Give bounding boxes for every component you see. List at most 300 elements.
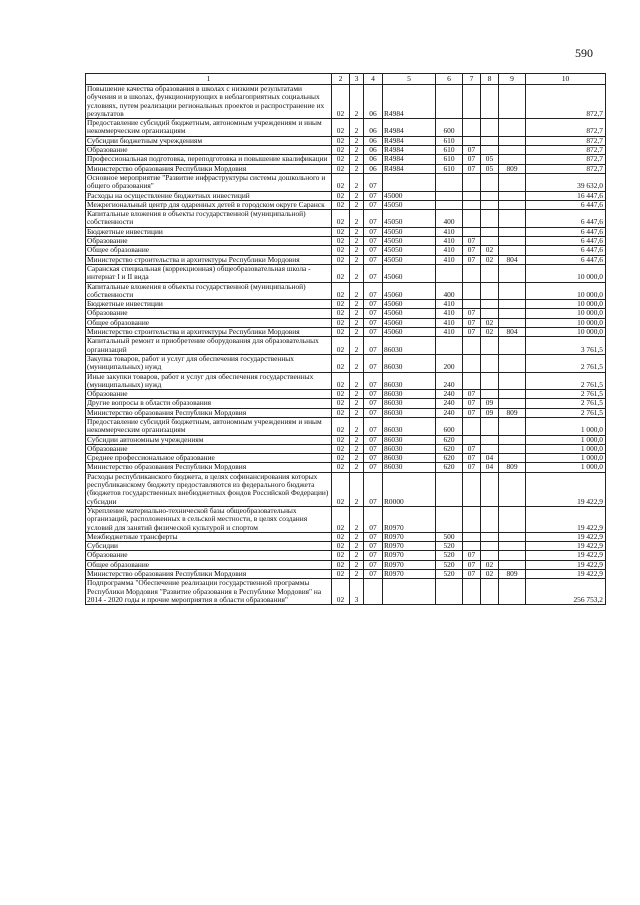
cell-subprogram: 2 [350,264,364,282]
table-row [86,237,606,246]
cell-subsection: 04 [481,463,499,472]
table-row [86,579,606,605]
cell-amount: 1 000,0 [526,454,606,463]
cell-event: 07 [364,570,383,579]
cell-subsection [481,532,499,541]
cell-name: Субсидии [86,542,332,551]
table-row [86,85,606,119]
cell-event: 07 [364,532,383,541]
cell-expense-type [436,579,463,605]
cell-name: Образование [86,444,332,453]
cell-program: 02 [332,282,350,300]
cell-expense-type: 520 [436,560,463,569]
cell-subsection [481,210,499,228]
cell-section [463,532,481,541]
cell-subprogram: 2 [350,542,364,551]
cell-section: 07 [463,551,481,560]
cell-direction: 45060 [383,328,436,337]
cell-amount: 19 422,9 [526,542,606,551]
cell-subsection [481,337,499,355]
cell-subsection: 05 [481,164,499,173]
cell-amount: 1 000,0 [526,463,606,472]
cell-amount: 10 000,0 [526,264,606,282]
cell-expense-type: 520 [436,542,463,551]
cell-section: 07 [463,560,481,569]
cell-amount: 10 000,0 [526,309,606,318]
cell-subprogram: 2 [350,435,364,444]
cell-event: 07 [364,551,383,560]
cell-ministry [499,454,526,463]
cell-ministry [499,309,526,318]
cell-section [463,136,481,145]
cell-name: Общее образование [86,318,332,327]
cell-ministry [499,372,526,390]
cell-event: 07 [364,435,383,444]
cell-ministry [499,119,526,137]
table-row [86,542,606,551]
cell-name: Образование [86,309,332,318]
column-header: 4 [364,74,383,85]
cell-name: Среднее профессиональное образование [86,454,332,463]
table-row [86,191,606,200]
cell-subprogram: 2 [350,300,364,309]
table-row [86,255,606,264]
cell-section [463,372,481,390]
cell-program: 02 [332,318,350,327]
cell-name: Министерство образования Республики Мордовия [86,164,332,173]
cell-ministry [499,173,526,191]
cell-subsection [481,354,499,372]
cell-ministry [499,399,526,408]
cell-amount: 19 422,9 [526,570,606,579]
cell-ministry [499,136,526,145]
cell-direction: 45060 [383,309,436,318]
cell-amount: 19 422,9 [526,551,606,560]
cell-program: 02 [332,390,350,399]
cell-direction: 86030 [383,399,436,408]
cell-ministry [499,506,526,532]
cell-amount: 2 761,5 [526,390,606,399]
cell-direction: R0970 [383,542,436,551]
column-header: 6 [436,74,463,85]
cell-name: Иные закупки товаров, работ и услуг для обеспечения государственных (муниципальных) нужд [86,372,332,390]
cell-subsection [481,227,499,236]
cell-event: 07 [364,506,383,532]
cell-program: 02 [332,579,350,605]
cell-expense-type: 620 [436,435,463,444]
cell-amount: 2 761,5 [526,408,606,417]
cell-name: Субсидии бюджетным учреждениям [86,136,332,145]
cell-section [463,417,481,435]
cell-program: 02 [332,191,350,200]
table-row [86,472,606,506]
cell-direction: 45050 [383,237,436,246]
table-row [86,399,606,408]
cell-subprogram: 2 [350,164,364,173]
table-row [86,264,606,282]
cell-name: Саранская специальная (коррекционная) общеобразовательная школа - интернат I и II вида [86,264,332,282]
cell-expense-type [436,191,463,200]
cell-name: Капитальные вложения в объекты государственной (муниципальной) собственности [86,210,332,228]
table-row [86,146,606,155]
cell-subprogram: 2 [350,173,364,191]
cell-subprogram: 2 [350,417,364,435]
cell-expense-type: 410 [436,227,463,236]
cell-section [463,264,481,282]
table-row [86,454,606,463]
cell-expense-type: 240 [436,408,463,417]
cell-section [463,210,481,228]
cell-section: 07 [463,146,481,155]
cell-program: 02 [332,337,350,355]
cell-subsection: 02 [481,570,499,579]
cell-subsection: 05 [481,155,499,164]
table-row [86,337,606,355]
table-header-row [86,74,606,85]
cell-amount: 6 447,6 [526,210,606,228]
cell-amount: 19 422,9 [526,472,606,506]
cell-subprogram: 2 [350,472,364,506]
cell-program: 02 [332,372,350,390]
cell-section [463,227,481,236]
cell-direction: 86030 [383,454,436,463]
cell-subsection [481,551,499,560]
cell-subsection: 02 [481,246,499,255]
cell-program: 02 [332,237,350,246]
cell-name: Капитальные вложения в объекты государственной (муниципальной) собственности [86,282,332,300]
table-row [86,210,606,228]
cell-section [463,173,481,191]
cell-direction: 86030 [383,372,436,390]
cell-subprogram: 2 [350,328,364,337]
cell-subprogram: 2 [350,454,364,463]
column-header: 1 [86,74,332,85]
cell-name: Расходы республиканского бюджета, в целях софинансирования которых республиканскому бюджету предоставляются из федерального бюджета (бюджетов государственных внебюджетных фондов Российской Федерации) субсидии [86,472,332,506]
cell-name: Предоставление субсидий бюджетным, автономным учреждениям и иным некоммерческим организациям [86,119,332,137]
cell-ministry [499,472,526,506]
cell-name: Субсидии автономным учреждениям [86,435,332,444]
cell-subprogram: 2 [350,318,364,327]
cell-subsection [481,85,499,119]
cell-name: Общее образование [86,246,332,255]
cell-event: 07 [364,318,383,327]
cell-direction: R0970 [383,551,436,560]
cell-program: 02 [332,119,350,137]
cell-expense-type: 240 [436,390,463,399]
cell-section: 07 [463,408,481,417]
cell-amount: 872,7 [526,146,606,155]
cell-subprogram: 2 [350,372,364,390]
cell-subsection [481,119,499,137]
table-row [86,246,606,255]
cell-subprogram: 3 [350,579,364,605]
cell-event: 07 [364,210,383,228]
cell-expense-type: 620 [436,454,463,463]
cell-name: Образование [86,146,332,155]
cell-subprogram: 2 [350,155,364,164]
table-row [86,119,606,137]
cell-section [463,435,481,444]
cell-section [463,354,481,372]
cell-event: 07 [364,309,383,318]
cell-direction: 45060 [383,264,436,282]
table-row [86,417,606,435]
cell-direction: R4984 [383,164,436,173]
cell-event: 06 [364,164,383,173]
cell-section: 07 [463,309,481,318]
cell-program: 02 [332,255,350,264]
cell-section: 07 [463,318,481,327]
cell-program: 02 [332,246,350,255]
cell-subprogram: 2 [350,399,364,408]
cell-name: Министерство образования Республики Мордовия [86,408,332,417]
cell-event: 06 [364,155,383,164]
cell-direction: R0970 [383,532,436,541]
table-row [86,328,606,337]
cell-subprogram: 2 [350,506,364,532]
table-row [86,155,606,164]
cell-event: 07 [364,282,383,300]
cell-program: 02 [332,164,350,173]
cell-amount: 2 761,5 [526,399,606,408]
cell-ministry [499,282,526,300]
cell-direction: 45000 [383,191,436,200]
cell-ministry [499,435,526,444]
cell-subprogram: 2 [350,444,364,453]
cell-amount: 1 000,0 [526,417,606,435]
cell-direction: 86030 [383,463,436,472]
cell-ministry [499,417,526,435]
cell-ministry: 809 [499,463,526,472]
cell-program: 02 [332,463,350,472]
cell-event: 07 [364,227,383,236]
cell-expense-type: 410 [436,328,463,337]
cell-direction: 86030 [383,444,436,453]
cell-ministry [499,146,526,155]
cell-section [463,506,481,532]
cell-expense-type: 520 [436,551,463,560]
cell-section: 07 [463,444,481,453]
cell-subsection [481,237,499,246]
cell-name: Образование [86,237,332,246]
cell-subsection [481,435,499,444]
cell-subsection: 02 [481,255,499,264]
cell-event: 07 [364,237,383,246]
cell-amount: 256 753,2 [526,579,606,605]
cell-expense-type: 410 [436,318,463,327]
cell-subsection: 04 [481,454,499,463]
table-row [86,173,606,191]
cell-amount: 3 761,5 [526,337,606,355]
cell-subprogram: 2 [350,191,364,200]
cell-direction: R4984 [383,119,436,137]
cell-ministry: 809 [499,164,526,173]
table-row [86,570,606,579]
cell-program: 02 [332,309,350,318]
cell-subsection [481,173,499,191]
cell-section [463,472,481,506]
cell-event: 06 [364,146,383,155]
cell-subprogram: 2 [350,551,364,560]
cell-event: 07 [364,444,383,453]
cell-direction: 86030 [383,354,436,372]
cell-event: 07 [364,255,383,264]
cell-name: Министерство образования Республики Мордовия [86,463,332,472]
cell-section [463,200,481,209]
table-row [86,309,606,318]
cell-event: 07 [364,354,383,372]
cell-expense-type: 600 [436,119,463,137]
cell-program: 02 [332,173,350,191]
cell-program: 02 [332,454,350,463]
table-row [86,318,606,327]
cell-event: 07 [364,472,383,506]
cell-direction: 45050 [383,246,436,255]
page-number: 590 [575,46,593,60]
cell-section [463,337,481,355]
cell-ministry [499,532,526,541]
cell-section [463,542,481,551]
cell-subsection [481,472,499,506]
cell-amount: 6 447,6 [526,255,606,264]
cell-section: 07 [463,255,481,264]
column-header: 10 [526,74,606,85]
column-header: 8 [481,74,499,85]
cell-subsection [481,444,499,453]
cell-ministry [499,237,526,246]
cell-event: 07 [364,390,383,399]
cell-program: 02 [332,444,350,453]
table-row [86,300,606,309]
table-row [86,435,606,444]
cell-ministry [499,200,526,209]
cell-amount: 16 447,6 [526,191,606,200]
cell-section [463,191,481,200]
cell-subprogram: 2 [350,408,364,417]
cell-expense-type: 610 [436,136,463,145]
cell-amount: 6 447,6 [526,246,606,255]
cell-program: 02 [332,472,350,506]
cell-program: 02 [332,227,350,236]
cell-direction: 86030 [383,390,436,399]
cell-ministry [499,354,526,372]
cell-expense-type [436,264,463,282]
cell-ministry [499,390,526,399]
cell-subprogram: 2 [350,85,364,119]
cell-amount: 872,7 [526,136,606,145]
cell-event: 07 [364,300,383,309]
cell-amount: 6 447,6 [526,200,606,209]
cell-program: 02 [332,264,350,282]
cell-section: 07 [463,246,481,255]
cell-section [463,119,481,137]
cell-subsection [481,372,499,390]
cell-subsection: 02 [481,318,499,327]
cell-program: 02 [332,570,350,579]
table-row [86,164,606,173]
cell-event: 07 [364,463,383,472]
cell-section: 07 [463,328,481,337]
cell-expense-type: 610 [436,164,463,173]
cell-expense-type: 610 [436,155,463,164]
cell-amount: 10 000,0 [526,282,606,300]
cell-ministry [499,300,526,309]
cell-event: 07 [364,560,383,569]
cell-amount: 6 447,6 [526,237,606,246]
cell-subsection [481,264,499,282]
cell-expense-type: 410 [436,246,463,255]
cell-name: Профессиональная подготовка, переподготовка и повышение квалификации [86,155,332,164]
cell-subprogram: 2 [350,227,364,236]
cell-ministry [499,551,526,560]
cell-direction: 45060 [383,318,436,327]
cell-subprogram: 2 [350,354,364,372]
cell-program: 02 [332,560,350,569]
cell-name: Бюджетные инвестиции [86,300,332,309]
cell-expense-type [436,337,463,355]
cell-expense-type [436,200,463,209]
cell-program: 02 [332,146,350,155]
cell-event: 07 [364,173,383,191]
column-header: 2 [332,74,350,85]
cell-expense-type [436,173,463,191]
cell-direction: R0970 [383,560,436,569]
cell-name: Подпрограмма "Обеспечение реализации государственной программы Республики Мордовия "Развитие образования в Республике Мордовия" на 2014 - 2020 годы и прочие мероприятия в области образования" [86,579,332,605]
cell-name: Межбюджетные трансферты [86,532,332,541]
cell-section: 07 [463,390,481,399]
cell-program: 02 [332,435,350,444]
cell-program: 02 [332,354,350,372]
cell-ministry [499,85,526,119]
cell-ministry: 804 [499,328,526,337]
cell-direction: 86030 [383,337,436,355]
cell-expense-type: 410 [436,300,463,309]
cell-subsection [481,309,499,318]
cell-ministry [499,246,526,255]
cell-direction: 45050 [383,210,436,228]
cell-subprogram: 2 [350,560,364,569]
cell-subprogram: 2 [350,570,364,579]
table-row [86,532,606,541]
cell-expense-type: 410 [436,309,463,318]
cell-section: 07 [463,463,481,472]
cell-ministry [499,155,526,164]
cell-ministry [499,337,526,355]
cell-name: Министерство строительства и архитектуры Республики Мордовия [86,255,332,264]
cell-ministry [499,227,526,236]
cell-expense-type: 410 [436,237,463,246]
table-row [86,444,606,453]
cell-program: 02 [332,155,350,164]
cell-subprogram: 2 [350,255,364,264]
cell-subsection [481,542,499,551]
cell-ministry [499,579,526,605]
cell-name: Министерство строительства и архитектуры Республики Мордовия [86,328,332,337]
cell-section: 07 [463,237,481,246]
cell-subsection [481,579,499,605]
cell-expense-type: 620 [436,444,463,453]
cell-subprogram: 2 [350,282,364,300]
column-header: 7 [463,74,481,85]
cell-expense-type: 500 [436,532,463,541]
cell-direction [383,173,436,191]
table-row [86,551,606,560]
cell-ministry: 809 [499,408,526,417]
cell-section: 07 [463,155,481,164]
cell-subsection [481,146,499,155]
table-row [86,136,606,145]
cell-amount: 19 422,9 [526,560,606,569]
